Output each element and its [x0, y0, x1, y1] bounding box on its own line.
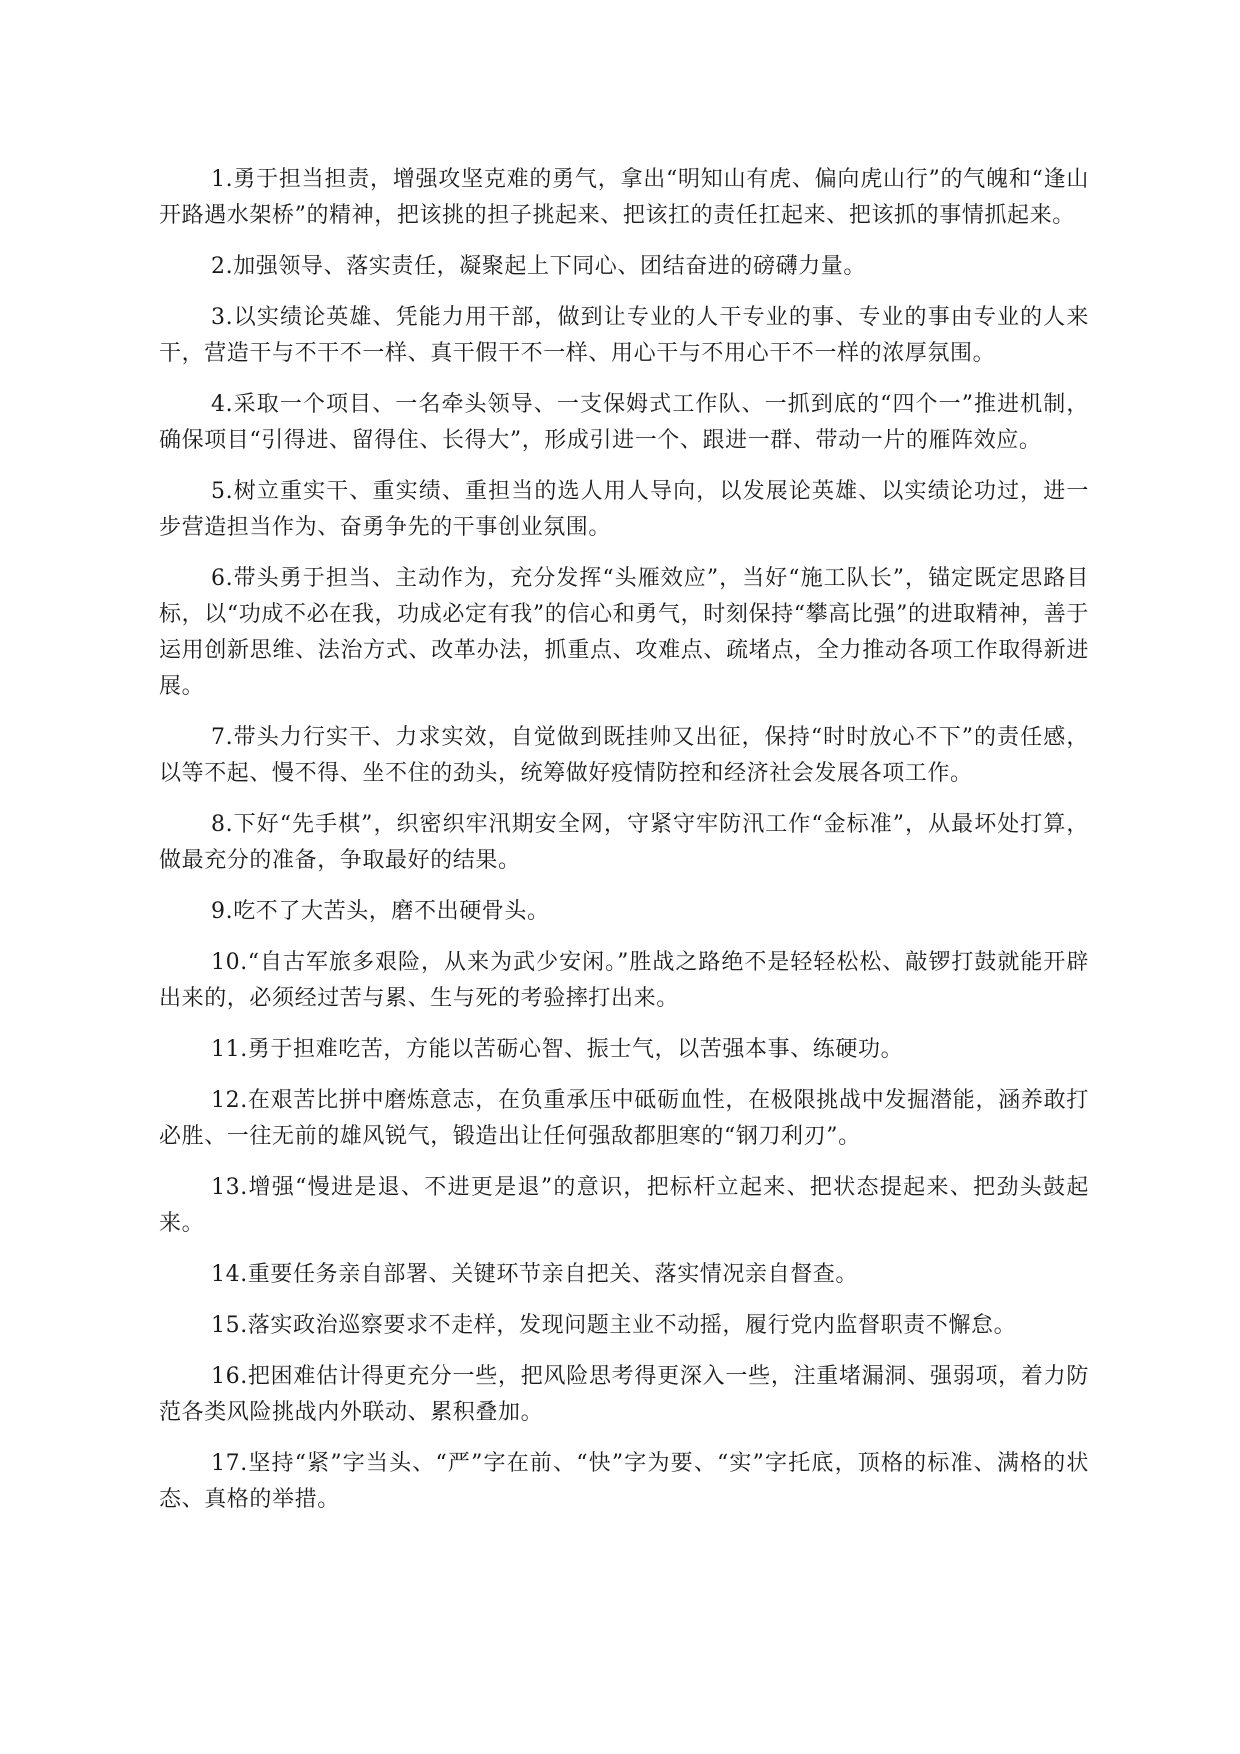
- paragraph-7: 7.带头力行实干、力求实效，自觉做到既挂帅又出征，保持“时时放心不下”的责任感，以等不起、慢不得、坐不住的劲头，统筹做好疫情防控和经济社会发展各项工作。: [159, 725, 1089, 786]
- paragraph-2: 2.加强领导、落实责任，凝聚起上下同心、团结奋进的磅礴力量。: [211, 254, 866, 279]
- paragraph-5: 5.树立重实干、重实绩、重担当的选人用人导向，以发展论英雄、以实绩论功过，进一步营造担当作为、奋勇争先的干事创业氛围。: [159, 479, 1089, 540]
- document-body: [159, 162, 1089, 1533]
- paragraph-10: 10.“自古军旅多艰险，从来为武少安闲。”胜战之路绝不是轻轻松松、敲锣打鼓就能开辟出来的，必须经过苦与累、生与死的考验摔打出来。: [159, 950, 1089, 1011]
- paragraph-9: 9.吃不了大苦头，磨不出硬骨头。: [211, 899, 550, 924]
- paragraph-16: 16.把困难估计得更充分一些，把风险思考得更深入一些，注重堵漏洞、强弱项，着力防范各类风险挑战内外联动、累积叠加。: [159, 1364, 1089, 1425]
- paragraph-1: 1.勇于担当担责，增强攻坚克难的勇气，拿出“明知山有虎、偏向虎山行”的气魄和“逢山开路遇水架桥”的精神，把该挑的担子挑起来、把该扛的责任扛起来、把该抓的事情抓起来。: [159, 167, 1089, 228]
- paragraph-14: 14.重要任务亲自部署、关键环节亲自把关、落实情况亲自督查。: [211, 1262, 858, 1287]
- paragraph-12: 12.在艰苦比拼中磨炼意志，在负重承压中砥砺血性，在极限挑战中发掘潜能，涵养敢打必胜、一往无前的雄风锐气，锻造出让任何强敌都胆寒的“钢刀利刃”。: [159, 1088, 1089, 1149]
- paragraph-6: 6.带头勇于担当、主动作为，充分发挥“头雁效应”，当好“施工队长”，锚定既定思路目标，以“功成不必在我，功成必定有我”的信心和勇气，时刻保持“攀高比强”的进取精神，善于运用创新思维、法治方式、改革办法，抓重点、攻难点、疏堵点，全力推动各项工作取得新进展。: [159, 566, 1089, 699]
- paragraph-4: 4.采取一个项目、一名牵头领导、一支保姆式工作队、一抓到底的“四个一”推进机制，确保项目“引得进、留得住、长得大”，形成引进一个、跟进一群、带动一片的雁阵效应。: [159, 392, 1089, 453]
- paragraph-15: 15.落实政治巡察要求不走样，发现问题主业不动摇，履行党内监督职责不懈怠。: [211, 1313, 1017, 1338]
- paragraph-3: 3.以实绩论英雄、凭能力用干部，做到让专业的人干专业的事、专业的事由专业的人来干，营造干与不干不一样、真干假干不一样、用心干与不用心干不一样的浓厚氛围。: [159, 305, 1089, 366]
- paragraph-17: 17.坚持“紧”字当头、“严”字在前、“快”字为要、“实”字托底，顶格的标准、满格的状态、真格的举措。: [159, 1451, 1089, 1512]
- paragraph-8: 8.下好“先手棋”，织密织牢汛期安全网，守紧守牢防汛工作“金标准”，从最坏处打算，做最充分的准备，争取最好的结果。: [159, 812, 1089, 873]
- paragraph-11: 11.勇于担难吃苦，方能以苦砺心智、振士气，以苦强本事、练硬功。: [211, 1037, 904, 1062]
- paragraph-13: 13.增强“慢进是退、不进更是退”的意识，把标杆立起来、把状态提起来、把劲头鼓起来。: [159, 1175, 1089, 1236]
